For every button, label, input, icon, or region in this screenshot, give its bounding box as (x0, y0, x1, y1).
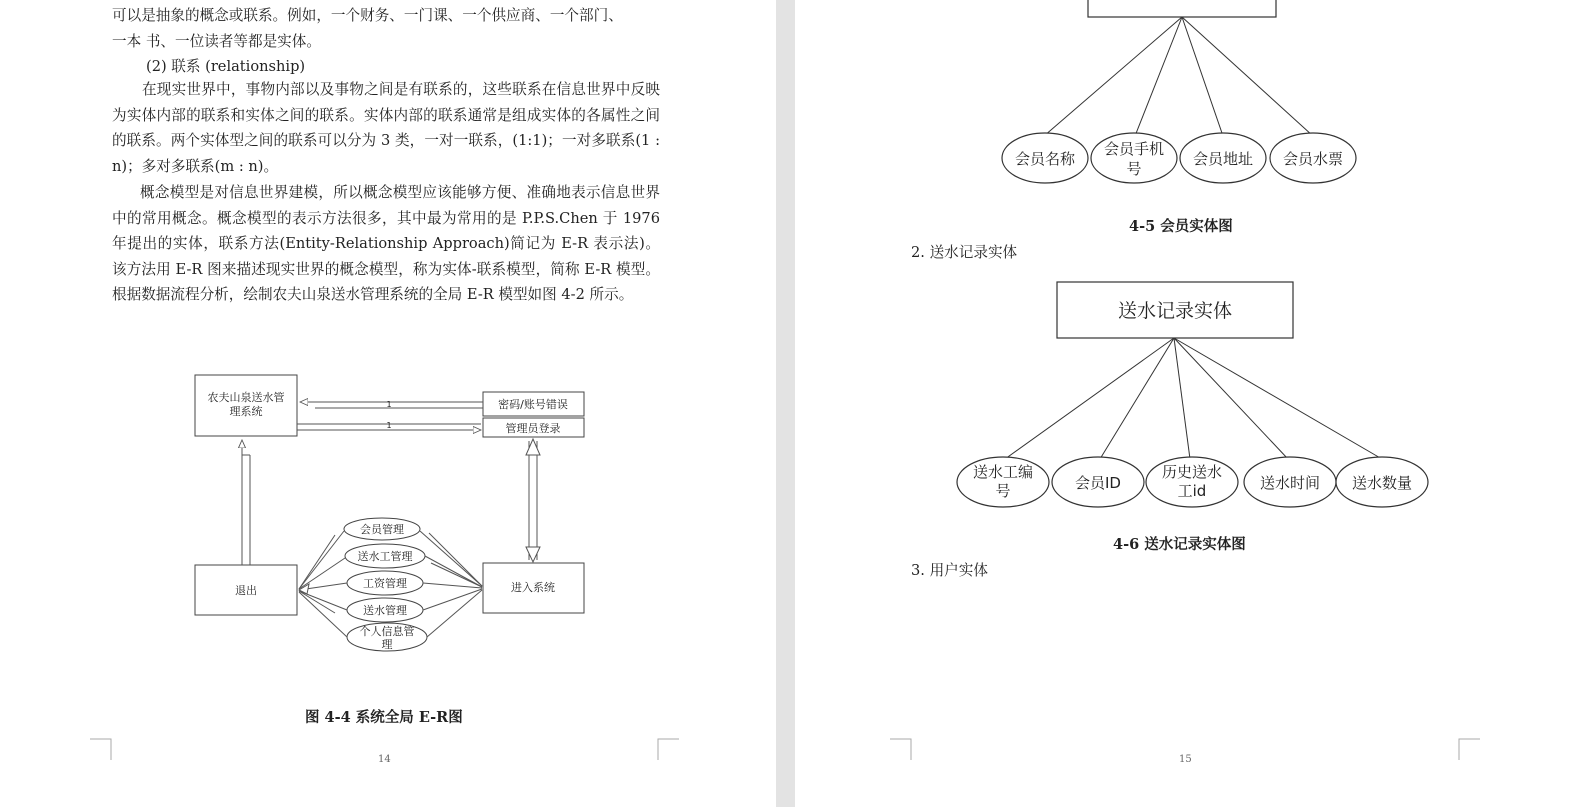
attr-label: 送水工编 (972, 463, 1034, 481)
function-ellipse-profile (347, 623, 427, 651)
function-ellipse-delivery (347, 598, 423, 622)
connector (1135, 17, 1182, 136)
figure-caption: 图 4-4 系统全局 E-R图 (305, 709, 463, 726)
document-page-right (795, 0, 1593, 807)
section-heading: (2) 联系 (relationship) (146, 58, 306, 75)
connector (1174, 338, 1382, 459)
attr-label: 会员地址 (1192, 150, 1254, 168)
global-er-diagram (185, 365, 595, 665)
password-error-label: 密码/账号错误 (498, 398, 568, 411)
member-entity-box (1088, 0, 1276, 17)
connector (1182, 17, 1313, 136)
page-number: 15 (1179, 754, 1192, 765)
function-label: 会员管理 (360, 523, 404, 536)
attr-label: 号 (1126, 160, 1142, 178)
enter-system-label: 进入系统 (511, 581, 555, 594)
figure-caption: 4-6 送水记录实体图 (1113, 536, 1246, 553)
section-heading: 2. 送水记录实体 (911, 244, 1018, 261)
attr-member-id (1052, 457, 1144, 507)
document-page-left (0, 0, 776, 807)
exit-label: 退出 (235, 584, 257, 597)
arrow-head-up (526, 439, 540, 455)
attr-member-ticket (1270, 133, 1356, 183)
member-entity-diagram (995, 0, 1365, 195)
attr-label: 送水数量 (1351, 474, 1413, 492)
entity-title: 送水记录实体 (1117, 300, 1233, 322)
attr-delivery-time (1244, 457, 1336, 507)
attr-label: 工id (1177, 482, 1207, 500)
arrow-head-down (526, 547, 540, 562)
text-line: 一本 书、一位读者等都是实体。 (112, 33, 321, 50)
attr-label: 送水时间 (1259, 474, 1321, 492)
corner-mark (657, 738, 679, 760)
admin-login-label: 管理员登录 (505, 422, 561, 435)
text-line: 可以是抽象的概念或联系。例如，一个财务、一门课、一个供应商、一个部门、 (112, 7, 623, 24)
corner-mark (90, 738, 112, 760)
attr-label: 会员水票 (1282, 150, 1344, 168)
attr-member-phone (1091, 133, 1177, 183)
attr-label: 会员手机 (1103, 140, 1165, 158)
function-ellipse-member (344, 518, 420, 540)
function-label: 理 (381, 638, 393, 651)
figure-caption: 4-5 会员实体图 (1129, 218, 1233, 235)
corner-mark (890, 738, 912, 760)
page-gutter (776, 0, 795, 807)
connector (1182, 17, 1223, 136)
attr-courier-id (957, 457, 1049, 507)
corner-mark (1458, 738, 1480, 760)
page-number: 14 (378, 754, 391, 765)
attr-history-courier (1146, 457, 1238, 507)
cardinality-label: 1 (386, 421, 392, 430)
function-label: 送水工管理 (357, 550, 413, 563)
connector (1100, 338, 1174, 459)
paragraph-concept-model: 概念模型是对信息世界建模，所以概念模型应该能够方便、准确地表示信息世界中的常用概念。概念模型的表示方法很多，其中最为常用的是 P.P.S.Chen 于 1976 年提出的实体，联系方法(Entity-Relationship Approach)简记为 E-R 表示法)。该方法用 E-R 图来描述现实世界的概念模型，称为实体-联系模型，简称 E-R 模型。根据数据流程分析，绘制农夫山泉送水管理系统的全局 E-R 模型如图 4-2 所示。 (112, 184, 660, 303)
function-label: 个人信息管 (359, 625, 415, 638)
function-label: 工资管理 (363, 577, 407, 590)
paragraph-relationship: 在现实世界中，事物内部以及事物之间是有联系的，这些联系在信息世界中反映为实体内部的联系和实体之间的联系。实体内部的联系通常是组成实体的各属性之间的联系。两个实体型之间的联系可以分为 3 类，一对一联系，(1:1)；一对多联系(1 : n)；多对多联系(m : n)。 (112, 81, 660, 175)
attr-label: 历史送水 (1161, 463, 1223, 481)
section-heading: 3. 用户实体 (911, 562, 988, 579)
function-ellipse-courier (345, 544, 425, 568)
attr-label: 会员ID (1075, 474, 1121, 492)
attr-member-address (1180, 133, 1266, 183)
attr-delivery-qty (1336, 457, 1428, 507)
cardinality-label: 1 (386, 400, 392, 409)
connector (1174, 338, 1288, 459)
attr-member-name (1002, 133, 1088, 183)
connector (1005, 338, 1174, 459)
function-ellipse-salary (347, 571, 423, 595)
system-box-label: 农夫山泉送水管 (207, 391, 285, 404)
function-label: 送水管理 (363, 604, 407, 617)
connector (1044, 17, 1182, 136)
connector (1174, 338, 1190, 459)
attr-label: 会员名称 (1014, 150, 1076, 168)
delivery-entity-diagram (950, 276, 1450, 516)
attr-label: 号 (995, 482, 1011, 500)
system-box-label: 理系统 (229, 405, 263, 418)
